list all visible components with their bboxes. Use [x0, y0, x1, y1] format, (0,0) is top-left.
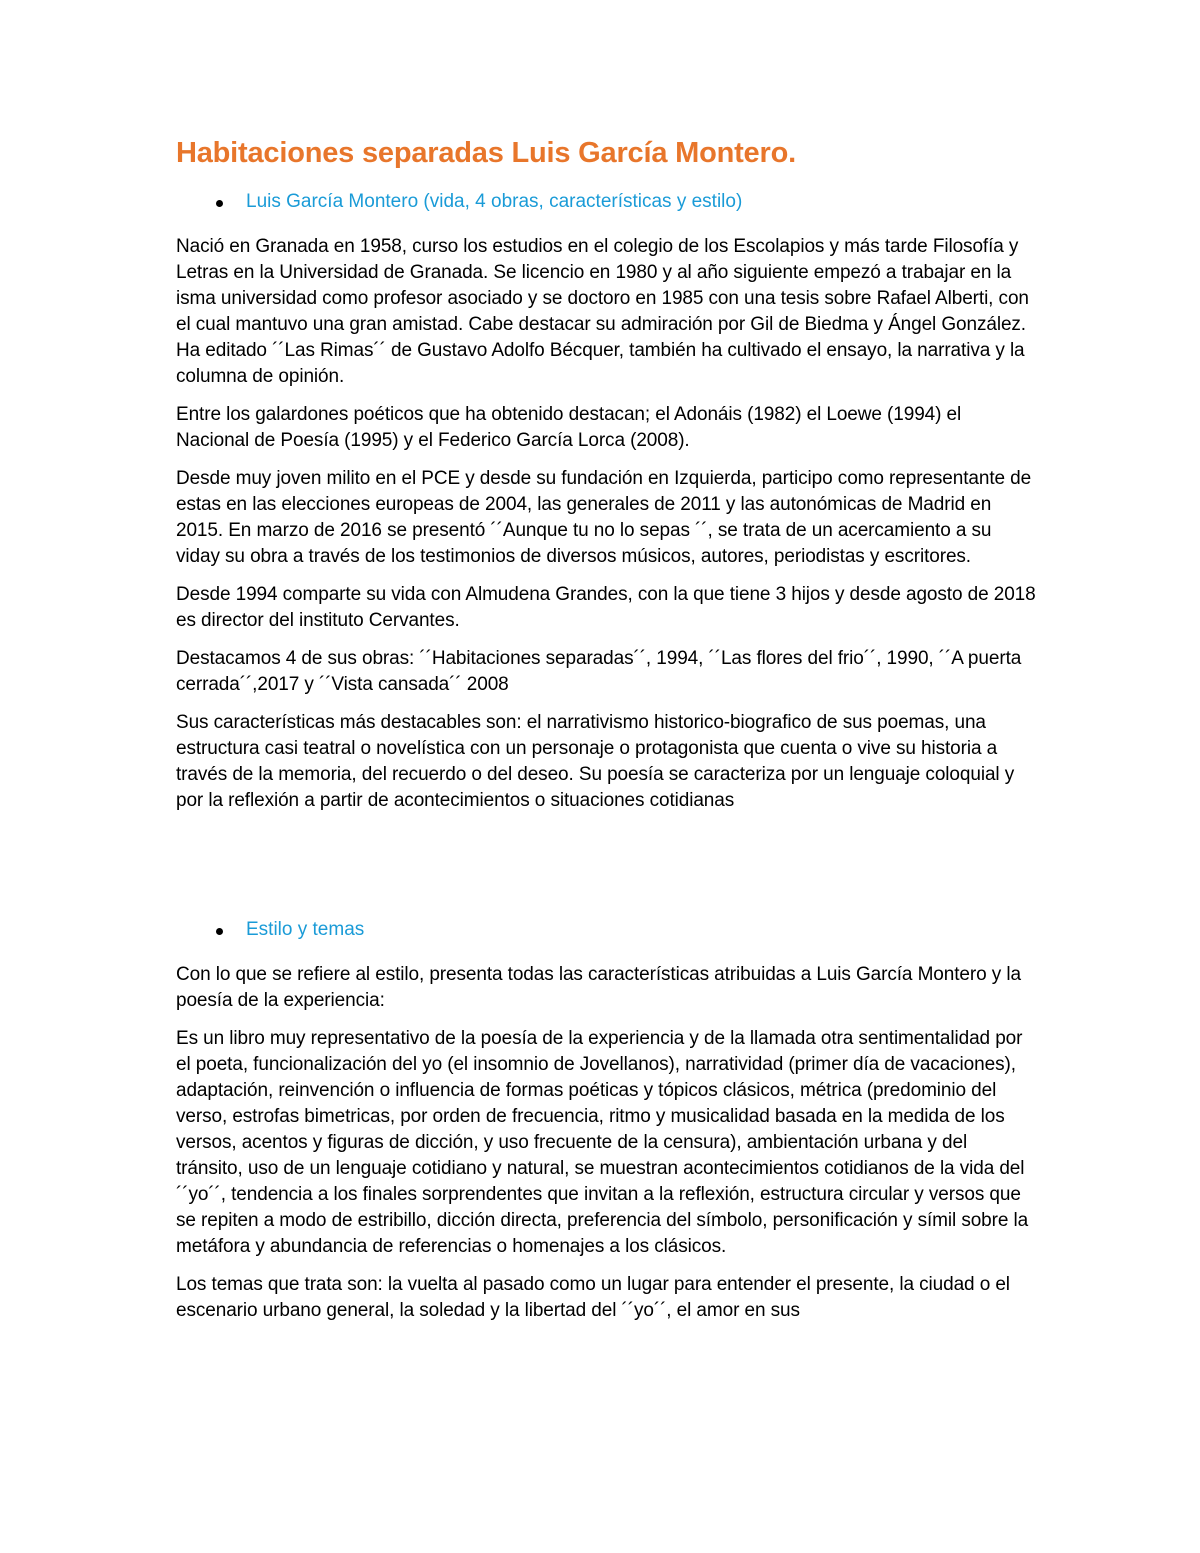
paragraph-awards: Entre los galardones poéticos que ha obtenido destacan; el Adonáis (1982) el Loewe (1994) el Nacional de Poesía (1995) y el Federico García Lorca (2008).: [176, 404, 962, 451]
paragraph-politics: Desde muy joven milito en el PCE y desde su fundación en Izquierda, participo como representante de estas en las elecciones europeas de 2004, las generales de 2011 y las autonómicas de Madrid en 2015. En marzo de 2016 se presentó ´´Aunque tu no lo sepas ´´, se trata de un acercamiento a su viday su obra a través de los testimonios de diversos músicos, autores, periodistas y escritores.: [176, 468, 1032, 567]
paragraph-style-details: Es un libro muy representativo de la poesía de la experiencia y de la llamada otra sentimentalidad por el poeta, funcionalización del yo (el insomnio de Jovellanos), narratividad (primer día de vacaciones), adaptación, reinvención o influencia de formas poéticas y tópicos clásicos, métrica (predominio del verso, estrofas bimetricas, por orden de frecuencia, ritmo y musicalidad basada en la medida de los versos, acentos y figuras de dicción, y uso frecuente de la censura), ambientación urbana y del tránsito, uso de un lenguaje cotidiano y natural, se muestran acontecimientos cotidianos de la vida del ´´yo´´, tendencia a los finales sorprendentes que invitan a la reflexión, estructura circular y versos que se repiten a modo de estribillo, dicción directa, preferencia del símbolo, personificación y símil sobre la metáfora y abundancia de referencias o homenajes a los clásicos.: [176, 1028, 1029, 1257]
bullet-icon: [216, 200, 223, 207]
section-heading-style: [176, 916, 1036, 944]
section-heading-text: Estilo y temas: [246, 919, 365, 940]
document-page: [176, 134, 1036, 1336]
paragraph-works: Destacamos 4 de sus obras: ´´Habitaciones separadas´´, 1994, ´´Las flores del frio´´, 1990, ´´A puerta cerrada´´,2017 y ´´Vista cansada´´ 2008: [176, 648, 1022, 695]
section-heading-text: Luis García Montero (vida, 4 obras, características y estilo): [246, 191, 743, 212]
section-heading-biography: [176, 188, 1036, 216]
paragraph-themes: Los temas que trata son: la vuelta al pasado como un lugar para entender el presente, la ciudad o el escenario urbano general, la soledad y la libertad del ´´yo´´, el amor en sus: [176, 1274, 1010, 1321]
blank-space: [176, 826, 1036, 916]
paragraph-family: Desde 1994 comparte su vida con Almudena Grandes, con la que tiene 3 hijos y desde agosto de 2018 es director del instituto Cervantes.: [176, 584, 1036, 631]
paragraph-biography: Nació en Granada en 1958, curso los estudios en el colegio de los Escolapios y más tarde Filosofía y Letras en la Universidad de Granada. Se licencio en 1980 y al año siguiente empezó a trabajar en la isma universidad como profesor asociado y se doctoro en 1985 con una tesis sobre Rafael Alberti, con el cual mantuvo una gran amistad. Cabe destacar su admiración por Gil de Biedma y Ángel González. Ha editado ´´Las Rimas´´ de Gustavo Adolfo Bécquer, también ha cultivado el ensayo, la narrativa y la columna de opinión.: [176, 236, 1029, 387]
paragraph-style-intro: Con lo que se refiere al estilo, presenta todas las características atribuidas a Luis García Montero y la poesía de la experiencia:: [176, 964, 1021, 1011]
bullet-icon: [216, 928, 223, 935]
paragraph-characteristics: Sus características más destacables son: el narrativismo historico-biografico de sus poemas, una estructura casi teatral o novelística con un personaje o protagonista que cuenta o vive su historia a través de la memoria, del recuerdo o del deseo. Su poesía se caracteriza por un lenguaje coloquial y por la reflexión a partir de acontecimientos o situaciones cotidianas: [176, 712, 1015, 811]
document-title: Habitaciones separadas Luis García Montero.: [176, 137, 796, 169]
